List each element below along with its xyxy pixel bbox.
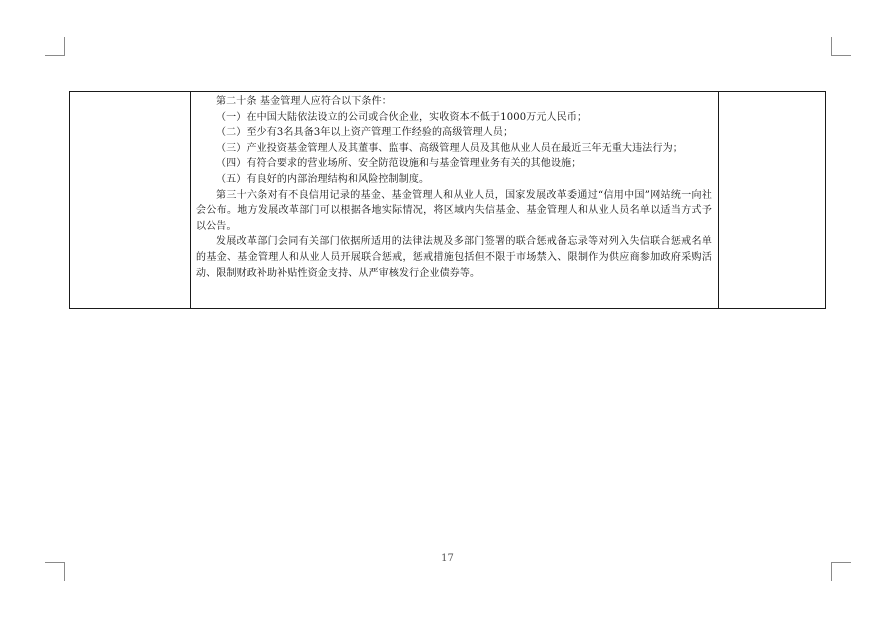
crop-mark-bottom-right [831, 562, 851, 581]
table-cell-right [719, 92, 825, 308]
crop-mark-bottom-left [45, 562, 65, 581]
article-20-item-5: （五）有良好的内部治理结构和风险控制制度。 [216, 173, 430, 185]
crop-mark-top-left [45, 37, 65, 56]
article-36-paragraph: 第三十六条对有不良信用记录的基金、基金管理人和从业人员，国家发展改革委通过“信用中国”网站统一向社会公布。地方发展改革部门可以根据各地实际情况，将区域内失信基金、基金管理人和从业人员名单以适当方式予以公告。 [196, 189, 712, 232]
table-cell-content [191, 92, 719, 308]
article-20-item-3: （三）产业投资基金管理人及其董事、监事、高级管理人员及其他从业人员在最近三年无重大违法行为； [216, 142, 683, 154]
table-cell-left [70, 92, 191, 308]
joint-punishment-paragraph: 发展改革部门会同有关部门依据所适用的法律法规及多部门签署的联合惩戒备忘录等对列入失信联合惩戒名单的基金、基金管理人和从业人员开展联合惩戒，惩戒措施包括但不限于市场禁入、限制作为供应商参加政府采购活动、限制财政补助补贴性资金支持、从严审核发行企业债券等。 [196, 236, 712, 279]
article-20-item-1: （一）在中国大陆依法设立的公司或合伙企业，实收资本不低于1000万元人民币； [216, 111, 588, 123]
crop-mark-top-right [831, 37, 851, 56]
article-20-heading: 第二十条 基金管理人应符合以下条件： [216, 96, 392, 107]
article-20-item-2: （二）至少有3名具备3年以上资产管理工作经验的高级管理人员； [216, 127, 514, 139]
regulation-table [69, 91, 826, 309]
page-number: 17 [441, 553, 454, 564]
article-20-item-4: （四）有符合要求的营业场所、安全防范设施和与基金管理业务有关的其他设施； [216, 158, 582, 170]
